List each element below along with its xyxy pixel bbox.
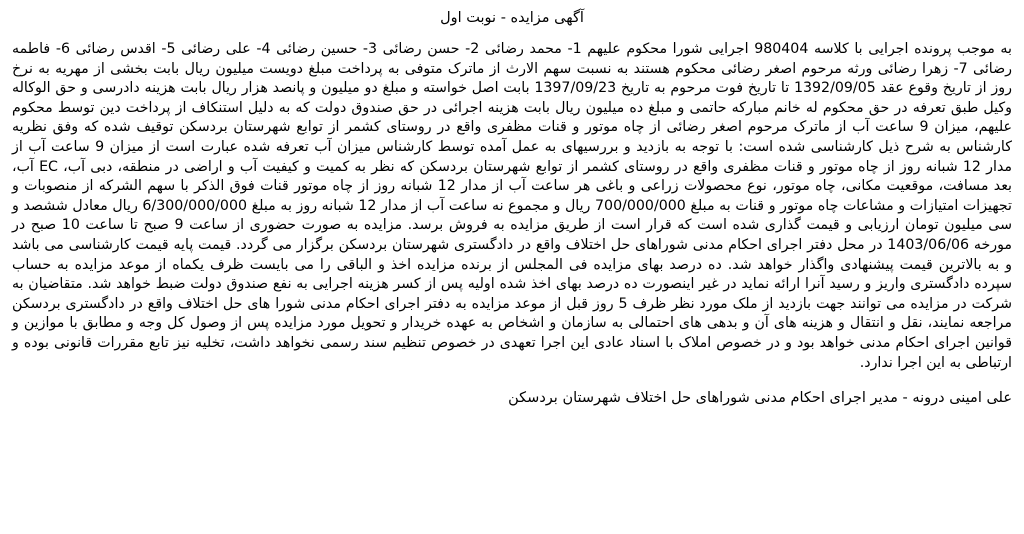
notice-title: آگهی مزایده - نوبت اول (440, 10, 584, 26)
notice-signature: علی امینی درونه - مدیر اجرای احکام مدنی شوراهای حل اختلاف شهرستان بردسکن (508, 390, 1012, 407)
notice-body: به موجب پرونده اجرایی با کلاسه 980404 اجرایی شورا محکوم علیهم 1- محمد رضائی 2- حسن رضائی 3- حسین رضائی 4- علی رضائی 5- اقدس رضائی 6- فاطمه رضائی 7- زهرا رضائی ورثه مرحوم اصغر رضائی محکوم هستند به نسبت سهم الارث از ماترک متوفی به پرداخت مبلغ دویست میلیون ریال بابت بخشی از مهریه به نرخ روز از تاریخ وقوع عقد 1392/09/05 تا تاریخ فوت مرحوم به تاریخ 1397/09/23 بابت اصل خواسته و مبلغ دو میلیون و پانصد هزار ریال بابت هزینه دادرسی و حق الوکاله وکیل طبق تعرفه در حق محکوم له خانم مبارکه حاتمی و مبلغ ده میلیون ریال بابت هزینه اجرائی در حق صندوق دولت که به دلیل استنکاف از پرداخت دین توسط محکوم علیهم، میزان 9 ساعت آب از ماترک مرحوم اصغر رضائی از چاه موتور و قنات مظفری واقع در روستای کشمر از توابع شهرستان بردسکن توقیف شده که وفق نظریه کارشناس به شرح ذیل کارشناسی شده است: با توجه به بازدید و بررسیهای به عمل آمده توسط کارشناس میزان آب تعرفه شده عبارت است از میزان 9 ساعت آب از مدار 12 شبانه روز از چاه موتور و قنات مظفری واقع در روستای کشمر از توابع شهرستان بردسکن که نظر به کمیت و کیفیت آب و اراضی در منطقه، دبی آب، EC آب، بعد مسافت، موقعیت مکانی، چاه موتور، نوع محصولات زراعی و باغی هر ساعت آب از مدار 12 شبانه روز از چاه موتور قنات فوق الذکر با سهم الشرکه از منصوبات و تجهیزات امتیازات و مشاعات چاه موتور و قنات به مبلغ 700/000/000 ریال و مجموع نه ساعت آب از مدار 12 شبانه روز به مبلغ 6/300/000/000 ریال معادل ششصد و سی میلیون تومان ارزیابی و قیمت گذاری شده است که قرار است از طریق مزایده به فروش برسد. مزایده به صورت حضوری از ساعت 9 صبح تا ساعت 10 صبح در مورخه 1403/06/06 در محل دفتر اجرای احکام مدنی شوراهای حل اختلاف واقع در دادگستری شهرستان بردسکن برگزار می گردد. قیمت پایه قیمت کارشناسی می باشد و به بالاترین قیمت پیشنهادی واگذار خواهد شد. ده درصد بهای مزایده فی المجلس از برنده مزایده اخذ و الباقی را می بایست ظرف یکماه از موعد مزایده به حساب سپرده دادگستری واریز و رسید آنرا ارائه نماید در غیر اینصورت ده درصد بهای اخذ شده اولیه پس از کسر هزینه اجرایی به نفع صندوق دولت ضبط خواهد شد. متقاضیان به شرکت در مزایده می توانند جهت بازدید از ملک مورد نظر ظرف 5 روز قبل از موعد مزایده به دفتر اجرای احکام مدنی شورا های حل اختلاف واقع در دادگستری بردسکن مراجعه نمایند، نقل و انتقال و هزینه های آن و بدهی های احتمالی به سازمان و اشخاص به عهده خریدار و تحویل مورد مزایده پس از وصول کل وجه و مطابق با موازین و قوانین اجرای احکام مدنی خواهد بود و در خصوص املاک با اسناد عادی این اجرا تعهدی در خصوص تنظیم سند رسمی نخواهد داشت، تخلیه نیز تابع مقررات قانونی بوده و ارتباطی به این اجرا ندارد. (12, 41, 1013, 371)
auction-notice (12, 6, 1012, 526)
